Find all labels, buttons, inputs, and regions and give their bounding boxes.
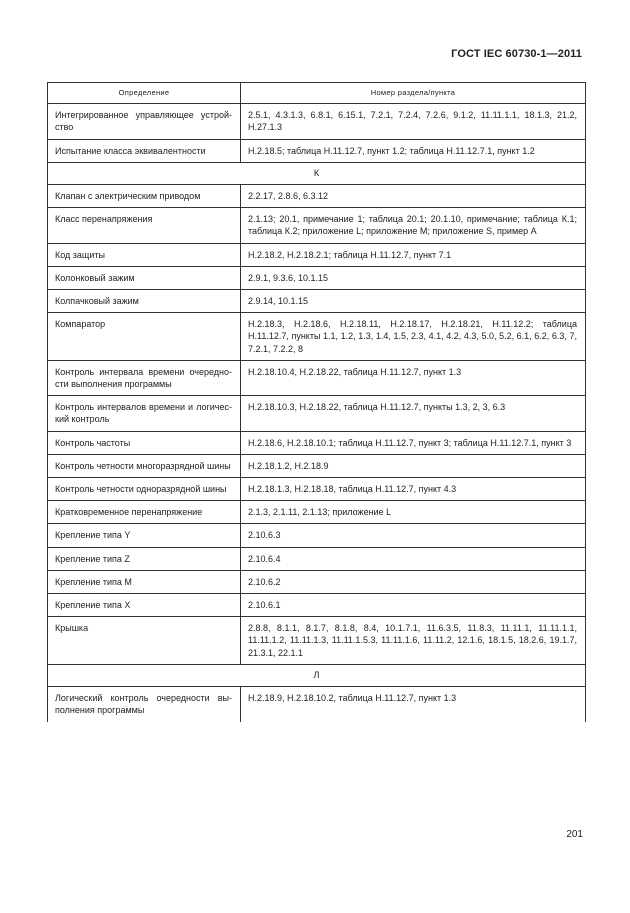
term-cell: Крепление типа M [48, 570, 241, 593]
table-row [48, 266, 586, 289]
document-header: ГОСТ IEC 60730-1—2011 [451, 48, 582, 60]
table-row [48, 290, 586, 313]
term-cell: Клапан с электрическим приводом [48, 185, 241, 208]
reference-cell: 2.10.6.3 [241, 524, 586, 547]
term-cell: Контроль интервала времени очередности выполнения программы [48, 360, 241, 395]
table-row [48, 208, 586, 243]
term-cell: Контроль интервалов времени и логический контроль [48, 396, 241, 431]
column-header-definition: Определение [48, 83, 241, 104]
table-row [48, 501, 586, 524]
table-row [48, 243, 586, 266]
index-table [47, 82, 586, 722]
table-row [48, 431, 586, 454]
table-row [48, 547, 586, 570]
reference-cell: H.2.18.10.3, H.2.18.22, таблица H.11.12.7, пункты 1.3, 2, 3, 6.3 [241, 396, 586, 431]
reference-cell: 2.1.13; 20.1, примечание 1; таблица 20.1; 20.1.10, примечание; таблица К.1; таблица К.2; приложение L; приложение M; приложение S, пример А [241, 208, 586, 243]
table-row [48, 478, 586, 501]
term-cell: Колонковый зажим [48, 266, 241, 289]
term-cell: Компаратор [48, 313, 241, 361]
term-cell: Контроль четности многоразрядной шины [48, 454, 241, 477]
reference-cell: H.2.18.6, H.2.18.10.1; таблица H.11.12.7, пункт 3; таблица H.11.12.7.1, пункт 3 [241, 431, 586, 454]
term-cell: Кратковременное перенапряжение [48, 501, 241, 524]
reference-cell: H.2.18.1.3, H.2.18.18, таблица H.11.12.7, пункт 4.3 [241, 478, 586, 501]
table-row [48, 185, 586, 208]
reference-cell: 2.9.1, 9.3.6, 10.1.15 [241, 266, 586, 289]
term-cell: Интегрированное управляющее устройство [48, 104, 241, 139]
reference-cell: 2.9.14, 10.1.15 [241, 290, 586, 313]
term-cell: Логический контроль очередности выполнения программы [48, 687, 241, 722]
table-row [48, 104, 586, 139]
reference-cell: H.2.18.5; таблица H.11.12.7, пункт 1.2; таблица H.11.12.7.1, пункт 1.2 [241, 139, 586, 162]
reference-cell: H.2.18.1.2, H.2.18.9 [241, 454, 586, 477]
term-cell: Крепление типа Z [48, 547, 241, 570]
reference-cell: H.2.18.3, H.2.18.6, H.2.18.11, H.2.18.17, H.2.18.21, H.11.12.2; таблица H.11.12.7, пункты 1.1, 1.2, 1.3, 1.4, 1.5, 2.3, 4.1, 4.2, 4.3, 5.0, 5.2, 6.1, 6.2, 6.3, 7, 7.2.1, 7.2.2, 8 [241, 313, 586, 361]
table-row [48, 687, 586, 722]
table-row [48, 313, 586, 361]
letter-section-row [48, 664, 586, 686]
letter-section-row [48, 162, 586, 184]
term-cell: Контроль четности одноразрядной шины [48, 478, 241, 501]
term-cell: Крепление типа X [48, 594, 241, 617]
table-body [48, 104, 586, 722]
term-cell: Класс перенапряжения [48, 208, 241, 243]
reference-cell: 2.2.17, 2.8.6, 6.3.12 [241, 185, 586, 208]
reference-cell: H.2.18.9, H.2.18.10.2, таблица H.11.12.7, пункт 1.3 [241, 687, 586, 722]
section-letter: Л [48, 664, 586, 686]
term-cell: Крышка [48, 617, 241, 665]
reference-cell: H.2.18.2, H.2.18.2.1; таблица H.11.12.7, пункт 7.1 [241, 243, 586, 266]
reference-cell: 2.10.6.4 [241, 547, 586, 570]
term-cell: Контроль частоты [48, 431, 241, 454]
term-cell: Испытание класса эквивалентности [48, 139, 241, 162]
reference-cell: 2.1.3, 2.1.11, 2.1.13; приложение L [241, 501, 586, 524]
table-row [48, 617, 586, 665]
table-row [48, 360, 586, 395]
term-cell: Код защиты [48, 243, 241, 266]
table-row [48, 454, 586, 477]
reference-cell: 2.5.1, 4.3.1.3, 6.8.1, 6.15.1, 7.2.1, 7.2.4, 7.2.6, 9.1.2, 11.11.1.1, 18.1.3, 21.2, H.27.1.3 [241, 104, 586, 139]
table-row [48, 594, 586, 617]
reference-cell: 2.10.6.2 [241, 570, 586, 593]
section-letter: К [48, 162, 586, 184]
table-row [48, 570, 586, 593]
table-row [48, 139, 586, 162]
term-cell: Крепление типа Y [48, 524, 241, 547]
table-header-row [48, 83, 586, 104]
table-row [48, 524, 586, 547]
reference-cell: 2.8.8, 8.1.1, 8.1.7, 8.1.8, 8.4, 10.1.7.1, 11.6.3.5, 11.8.3, 11.11.1, 11.11.1.1, 11.11.1.2, 11.11.1.3, 11.11.1.5.3, 11.11.1.6, 11.11.2, 12.1.6, 18.1.5, 18.2.6, 19.1.7, 21.3.1, 22.1.1 [241, 617, 586, 665]
term-cell: Колпачковый зажим [48, 290, 241, 313]
column-header-section: Номер раздела/пункта [241, 83, 586, 104]
table-row [48, 396, 586, 431]
page-number: 201 [566, 829, 583, 840]
reference-cell: 2.10.6.1 [241, 594, 586, 617]
reference-cell: H.2.18.10.4, H.2.18.22, таблица H.11.12.7, пункт 1.3 [241, 360, 586, 395]
